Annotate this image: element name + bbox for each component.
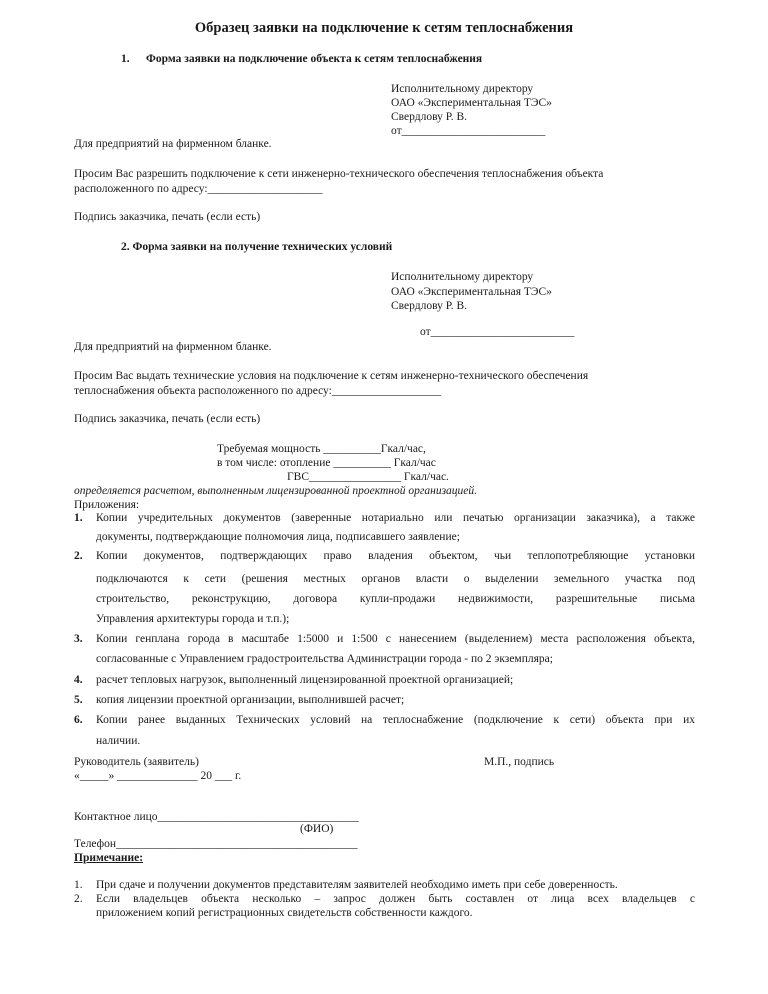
power-note: определяется расчетом, выполненным лицензированной проектной организацией. [74,485,478,497]
note-line: При сдаче и получении документов представителям заявителей необходимо иметь при себе доверенность. [96,879,618,891]
fio-caption: (ФИО) [300,823,334,835]
attachment-line: Копии документов, подтверждающих право владения объектом, чьи теплопотребляющие установки [96,550,695,562]
letterhead-note: Для предприятий на фирменном бланке. [74,341,272,353]
attachment-line: Копии генплана города в масштабе 1:5000 и 1:500 с нанесением (выделением) места расположения объекта, [96,633,695,645]
attachment-line: расчет тепловых нагрузок, выполненный лицензированной проектной организацией; [96,674,514,686]
date-line: «_____» ______________ 20 ___ г. [74,770,242,782]
addressee-from: от_________________________ [391,125,546,137]
request-text: Просим Вас выдать технические условия на подключение к сетям инженерно-технического обеспечения [74,370,589,382]
attachment-line: наличии. [96,735,141,747]
addressee-line: ОАО «Экспериментальная ТЭС» [391,97,552,109]
request-text: Просим Вас разрешить подключение к сети инженерно-технического обеспечения теплоснабжения объекта [74,168,604,180]
power-hot-water: ГВС________________ Гкал/час. [287,471,449,483]
addressee-line: Исполнительному директору [391,271,534,283]
addressee-line: ОАО «Экспериментальная ТЭС» [391,286,552,298]
attachment-line: строительство, реконструкцию, договора купли-продажи недвижимости, разрешительные письма [96,593,695,605]
request-text: расположенного по адресу:____________________ [74,183,323,195]
attachment-number: 6. [74,714,83,726]
letterhead-note: Для предприятий на фирменном бланке. [74,138,272,150]
note-number: 2. [74,893,83,905]
attachment-line: Копии учредительных документов (заверенные нотариально или печатью организации заказчика), а также [96,512,695,524]
addressee-line: Свердлову Р. В. [391,111,467,123]
attachment-number: 1. [74,512,83,524]
attachment-line: подключаются к сети (решения местных органов власти о выделении земельного участка под [96,573,695,585]
note-line: приложением копий регистрационных свидетельств собственности каждого. [96,907,473,919]
attachment-line: Копии ранее выданных Технических условий на теплоснабжение (подключение к сети) объекта при их [96,714,695,726]
attachment-number: 5. [74,694,83,706]
head-signature-label: Руководитель (заявитель) [74,756,199,768]
attachment-line: согласованные с Управлением градостроительства Администрации города - по 2 экземпляра; [96,653,553,665]
note-number: 1. [74,879,83,891]
signature-line: Подпись заказчика, печать (если есть) [74,211,261,223]
addressee-line: Свердлову Р. В. [391,300,467,312]
contact-person-line: Контактное лицо___________________________________ [74,811,359,823]
attachment-number: 2. [74,550,83,562]
attachments-label: Приложения: [74,499,140,511]
section-1-number: 1. [121,53,130,65]
addressee-line: Исполнительному директору [391,83,534,95]
attachment-line: документы, подтверждающие полномочия лица, подписавшего заявление; [96,531,460,543]
stamp-signature-label: М.П., подпись [484,756,555,768]
section-1-heading: Форма заявки на подключение объекта к сетям теплоснабжения [146,53,483,65]
addressee-from: от_________________________ [420,326,575,338]
power-required: Требуемая мощность __________Гкал/час, [217,443,426,455]
attachment-line: Управления архитектуры города и т.п.); [96,613,290,625]
attachment-number: 3. [74,633,83,645]
note-line: Если владельцев объекта несколько – запрос должен быть составлен от лица всех владельцев с [96,893,695,905]
attachment-number: 4. [74,674,83,686]
phone-line: Телефон__________________________________________ [74,838,358,850]
section-2-heading: 2. Форма заявки на получение технических условий [121,241,393,253]
power-heating: в том числе: отопление __________ Гкал/час [217,457,436,469]
signature-line: Подпись заказчика, печать (если есть) [74,413,261,425]
note-label: Примечание: [74,852,144,864]
document-title: Образец заявки на подключение к сетям теплоснабжения [194,20,574,36]
attachment-line: копия лицензии проектной организации, выполнившей расчет; [96,694,405,706]
request-text: теплоснабжения объекта расположенного по адресу:___________________ [74,385,442,397]
